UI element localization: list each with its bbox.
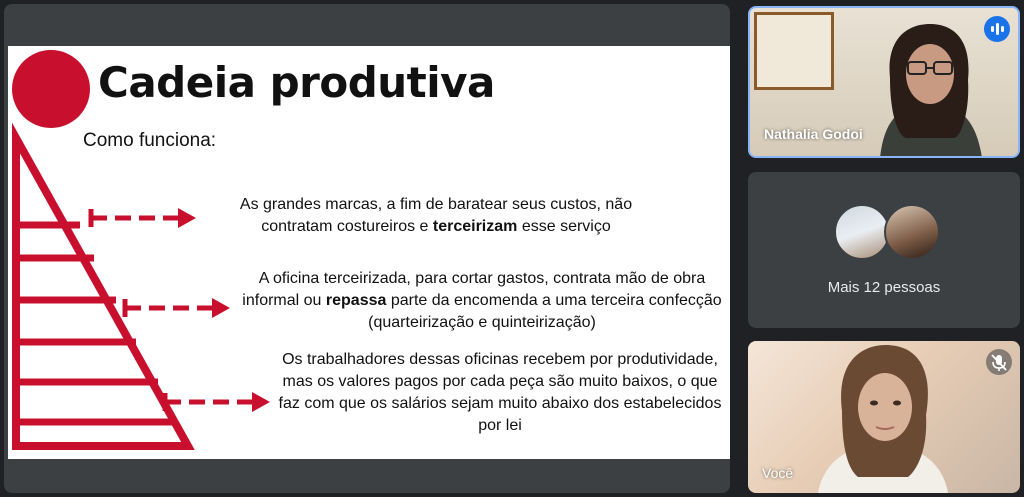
bullet-1	[226, 194, 646, 238]
arrow-icon	[162, 387, 274, 417]
participant-tile-others[interactable]	[748, 172, 1020, 328]
arrow-icon	[122, 293, 234, 323]
bullet-3	[274, 349, 726, 437]
participant-video	[850, 18, 1010, 158]
bullet-line: por lei	[478, 417, 522, 434]
bullet-line: Os trabalhadores dessas oficinas recebem por produtividade,	[282, 351, 718, 368]
wall-picture	[754, 12, 834, 90]
participant-video	[808, 341, 958, 493]
arrow-icon	[88, 203, 200, 233]
bullet-line: informal ou repassa parte da encomenda a uma terceira confecção	[242, 292, 722, 309]
slide-title: Cadeia produtiva	[98, 58, 495, 107]
participant-tile-nathalia[interactable]	[748, 6, 1020, 158]
slide-subtitle: Como funciona:	[83, 130, 217, 151]
bullet-line: mas os valores pagos por cada peça são muito baixos, o que	[282, 373, 718, 390]
slide	[8, 46, 730, 459]
bullet-line: As grandes marcas, a fim de baratear seus custos, não	[239, 196, 633, 213]
audio-level-icon	[984, 16, 1010, 42]
participant-tile-self[interactable]	[748, 341, 1020, 493]
participant-name: Você	[762, 465, 794, 481]
avatar	[884, 204, 940, 260]
bullet-line: contratam costureiros e terceirizam esse serviço	[261, 218, 611, 235]
bullet-line: A oficina terceirizada, para cortar gastos, contrata mão de obra	[258, 270, 706, 287]
participant-name: Nathalia Godoi	[764, 126, 863, 142]
more-participants-label: Mais 12 pessoas	[827, 279, 941, 296]
bullet-line: (quarteirização e quinteirização)	[368, 314, 596, 331]
bullet-2	[242, 268, 722, 334]
mic-off-icon	[986, 349, 1012, 375]
presentation-area	[4, 4, 730, 493]
bullet-line: faz com que os salários sejam muito abaixo dos estabelecidos	[278, 395, 722, 412]
avatar	[834, 204, 890, 260]
